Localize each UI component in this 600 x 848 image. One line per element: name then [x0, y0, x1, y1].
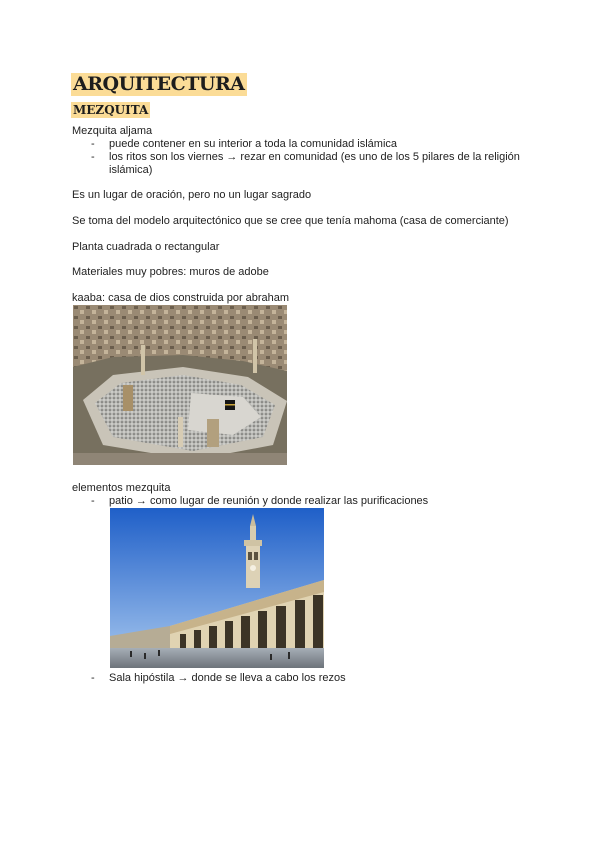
courtyard-image: [110, 508, 324, 668]
list-item-text: patio → como lugar de reunión y donde realizar las purificaciones: [109, 495, 429, 507]
bullet-dash: -: [91, 672, 95, 684]
bullet-dash: -: [91, 495, 95, 507]
section-heading: MEZQUITA: [73, 103, 149, 117]
list-item-text: puede contener en su interior a toda la comunidad islámica: [109, 138, 398, 150]
paragraph: Materiales muy pobres: muros de adobe: [72, 266, 269, 278]
list-item-text: islámica): [109, 164, 153, 176]
paragraph: Se toma del modelo arquitectónico que se cree que tenía mahoma (casa de comerciante): [72, 215, 509, 227]
list-item-text: Sala hipóstila → donde se lleva a cabo los rezos: [109, 672, 346, 684]
page-heading: ARQUITECTURA: [73, 73, 245, 95]
list-item-text: los ritos son los viernes → rezar en comunidad (es uno de los 5 pilares de la religión: [109, 151, 520, 163]
paragraph: Planta cuadrada o rectangular: [72, 241, 220, 253]
elements-title: elementos mezquita: [72, 482, 171, 494]
paragraph: Es un lugar de oración, pero no un lugar sagrado: [72, 189, 312, 201]
kaaba-image: [73, 305, 287, 465]
bullet-dash: -: [91, 151, 95, 163]
bullet-dash: -: [91, 138, 95, 150]
paragraph: kaaba: casa de dios construida por abraham: [72, 292, 290, 304]
intro-text: Mezquita aljama: [72, 125, 153, 137]
